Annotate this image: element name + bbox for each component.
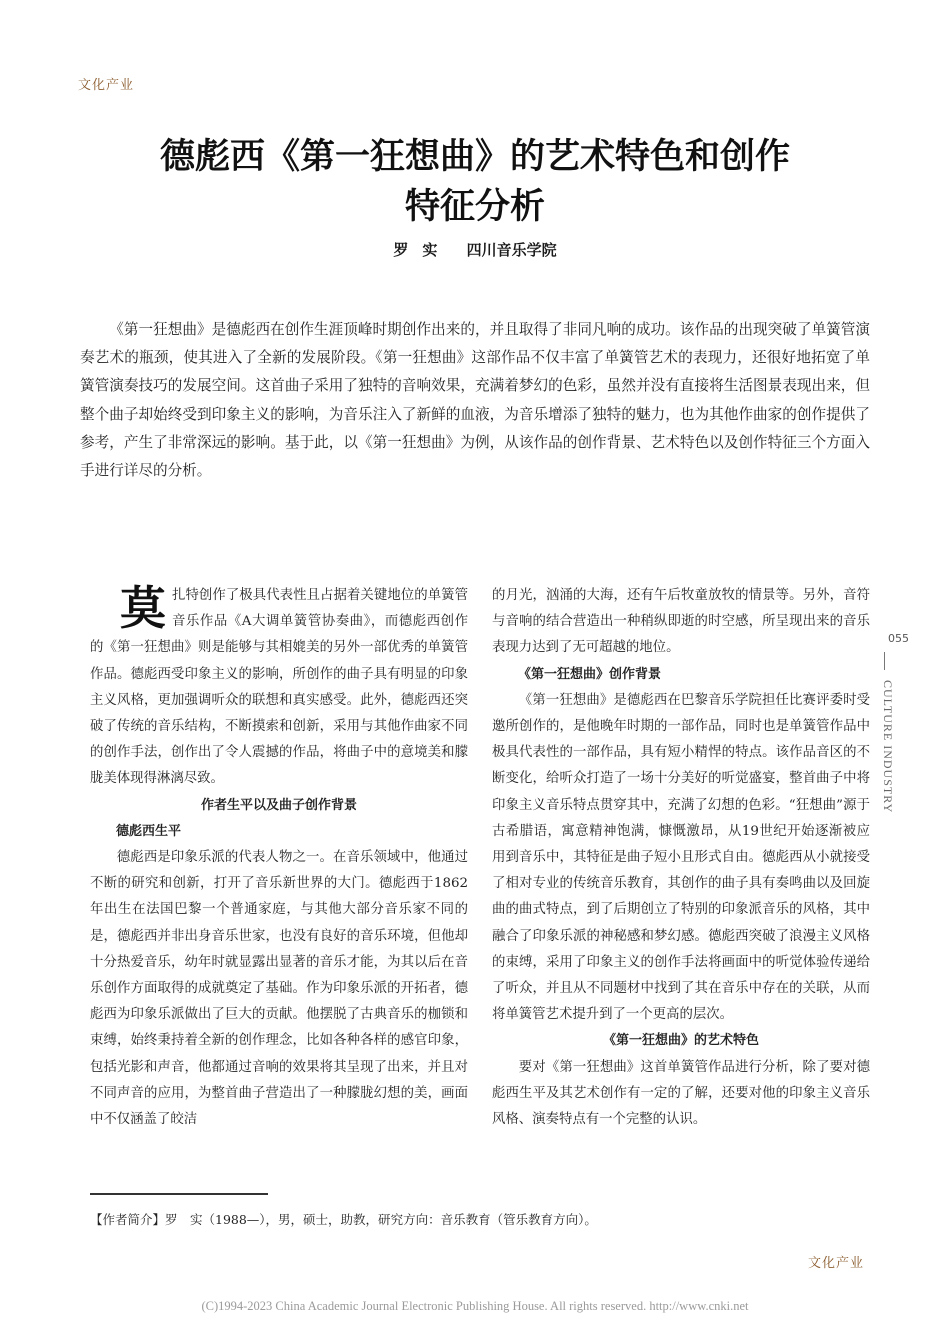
title-line-2: 特征分析 (404, 186, 545, 227)
features-paragraph: 要对《第一狂想曲》这首单簧管作品进行分析，除了要对德彪西生平及其艺术创作有一定的了解，还要对他的印象主义音乐风格、演奏特点有一个完整的认识。 (492, 1059, 870, 1128)
intro-text: 扎特创作了极具代表性且占据着关键地位的单簧管音乐作品《A大调单簧管协奏曲》，而德彪西创作的《第一狂想曲》则是能够与其相媲美的另外一部优秀的单簧管作品。德彪西受印象主义的影响，所创作的曲子具有明显的印象主义风格，更加强调听众的联想和真实感受。此外，德彪西还突破了传统的音乐结构，不断摸索和创新，采用与其他作曲家不同的创作手法，创作出了令人震撼的作品，将曲子中的意境美和朦胧美体现得淋漓尽致。 (90, 588, 468, 787)
author-name: 罗实 (393, 241, 452, 259)
footnote-rule (90, 1193, 268, 1195)
page-number: 055 (888, 632, 909, 645)
subheading-background: 《第一狂想曲》创作背景 (518, 666, 662, 682)
body-column-right (492, 583, 870, 1133)
section-tag-bottom: 文化产业 (808, 1256, 865, 1271)
intro-paragraph (90, 583, 468, 793)
biography-paragraph: 德彪西是印象乐派的代表人物之一。在音乐领域中，他通过不断的研究和创新，打开了音乐新世界的大门。德彪西于1862年出生在法国巴黎一个普通家庭，与其他大部分音乐家不同的是，德彪西并非出身音乐世家，也没有良好的音乐环境，但他却十分热爱音乐，幼年时就显露出显著的音乐才能，为其以后在音乐创作方面取得的成就奠定了基础。作为印象乐派的开拓者，德彪西为印象乐派做出了巨大的贡献。他摆脱了古典音乐的枷锁和束缚，始终秉持着全新的创作理念，比如各种各样的感官印象，包括光影和声音，他都通过音响的效果将其呈现了出来，并且对不同声音的应用，为整首曲子营造出了一种朦胧幻想的美，画面中不仅涵盖了皎洁 (90, 850, 468, 1128)
section-tag-top: 文化产业 (78, 78, 135, 93)
background-paragraph: 《第一狂想曲》是德彪西在巴黎音乐学院担任比赛评委时受邀所创作的，是他晚年时期的一部作品，同时也是单簧管作品中极具代表性的一部作品，具有短小精悍的特点。该作品音区的不断变化，给听众打造了一场十分美好的听觉盛宴，整首曲子中将印象主义音乐特点贯穿其中，充满了幻想的色彩。“狂想曲”源于古希腊语，寓意精神饱满，慷慨激昂，从19世纪开始逐渐被应用到音乐中，其特征是曲子短小且形式自由。德彪西从小就接受了相对专业的传统音乐教育，其创作的曲子具有奏鸣曲以及回旋曲的曲式特点，到了后期创立了特别的印象派音乐的风格，其中融合了印象乐派的神秘感和梦幻感。德彪西突破了浪漫主义风格的束缚，采用了印象主义的创作手法将画面中的听觉体验传递给了听众，并且从不同题材中找到了其在音乐中存在的关联，从而将单簧管艺术提升到了一个更高的层次。 (492, 692, 870, 1023)
side-divider (884, 652, 885, 670)
author-affiliation: 四川音乐学院 (466, 241, 557, 259)
title-line-1: 德彪西《第一狂想曲》的艺术特色和创作 (159, 136, 790, 177)
section-heading-2: 《第一狂想曲》的艺术特色 (602, 1033, 759, 1049)
abstract: 《第一狂想曲》是德彪西在创作生涯顶峰时期创作出来的，并且取得了非同凡响的成功。该作品的出现突破了单簧管演奏艺术的瓶颈，使其进入了全新的发展阶段。《第一狂想曲》这部作品不仅丰富了单簧管艺术的表现力，还很好地拓宽了单簧管演奏技巧的发展空间。这首曲子采用了独特的音响效果，充满着梦幻的色彩，虽然并没有直接将生活图景表现出来，但整个曲子却始终受到印象主义的影响，为音乐注入了新鲜的血液，为音乐增添了独特的魅力，也为其他作曲家的创作提供了参考，产生了非常深远的影响。基于此，以《第一狂想曲》为例，从该作品的创作背景、艺术特色以及创作特征三个方面入手进行详尽的分析。 (80, 321, 870, 480)
section-heading-1: 作者生平以及曲子创作背景 (200, 797, 357, 813)
journal-side-label: CULTURE INDUSTRY (881, 680, 895, 814)
body-column-left (90, 583, 468, 1133)
subheading-biography: 德彪西生平 (116, 823, 182, 839)
author-footnote: 【作者简介】罗 实（1988—），男，硕士，助教，研究方向：音乐教育（管乐教育方向）。 (90, 1212, 597, 1227)
byline (0, 239, 950, 260)
copyright-line: (C)1994-2023 China Academic Journal Electronic Publishing House. All rights reserved. http://www.cnki.net (201, 1299, 749, 1313)
biography-continued: 的月光，汹涌的大海，还有午后牧童放牧的情景等。另外，音符与音响的结合营造出一种稍纵即逝的时空感，所呈现出来的音乐表现力达到了无可超越的地位。 (492, 588, 870, 656)
article-title (80, 132, 870, 232)
drop-cap: 莫 (120, 581, 166, 635)
